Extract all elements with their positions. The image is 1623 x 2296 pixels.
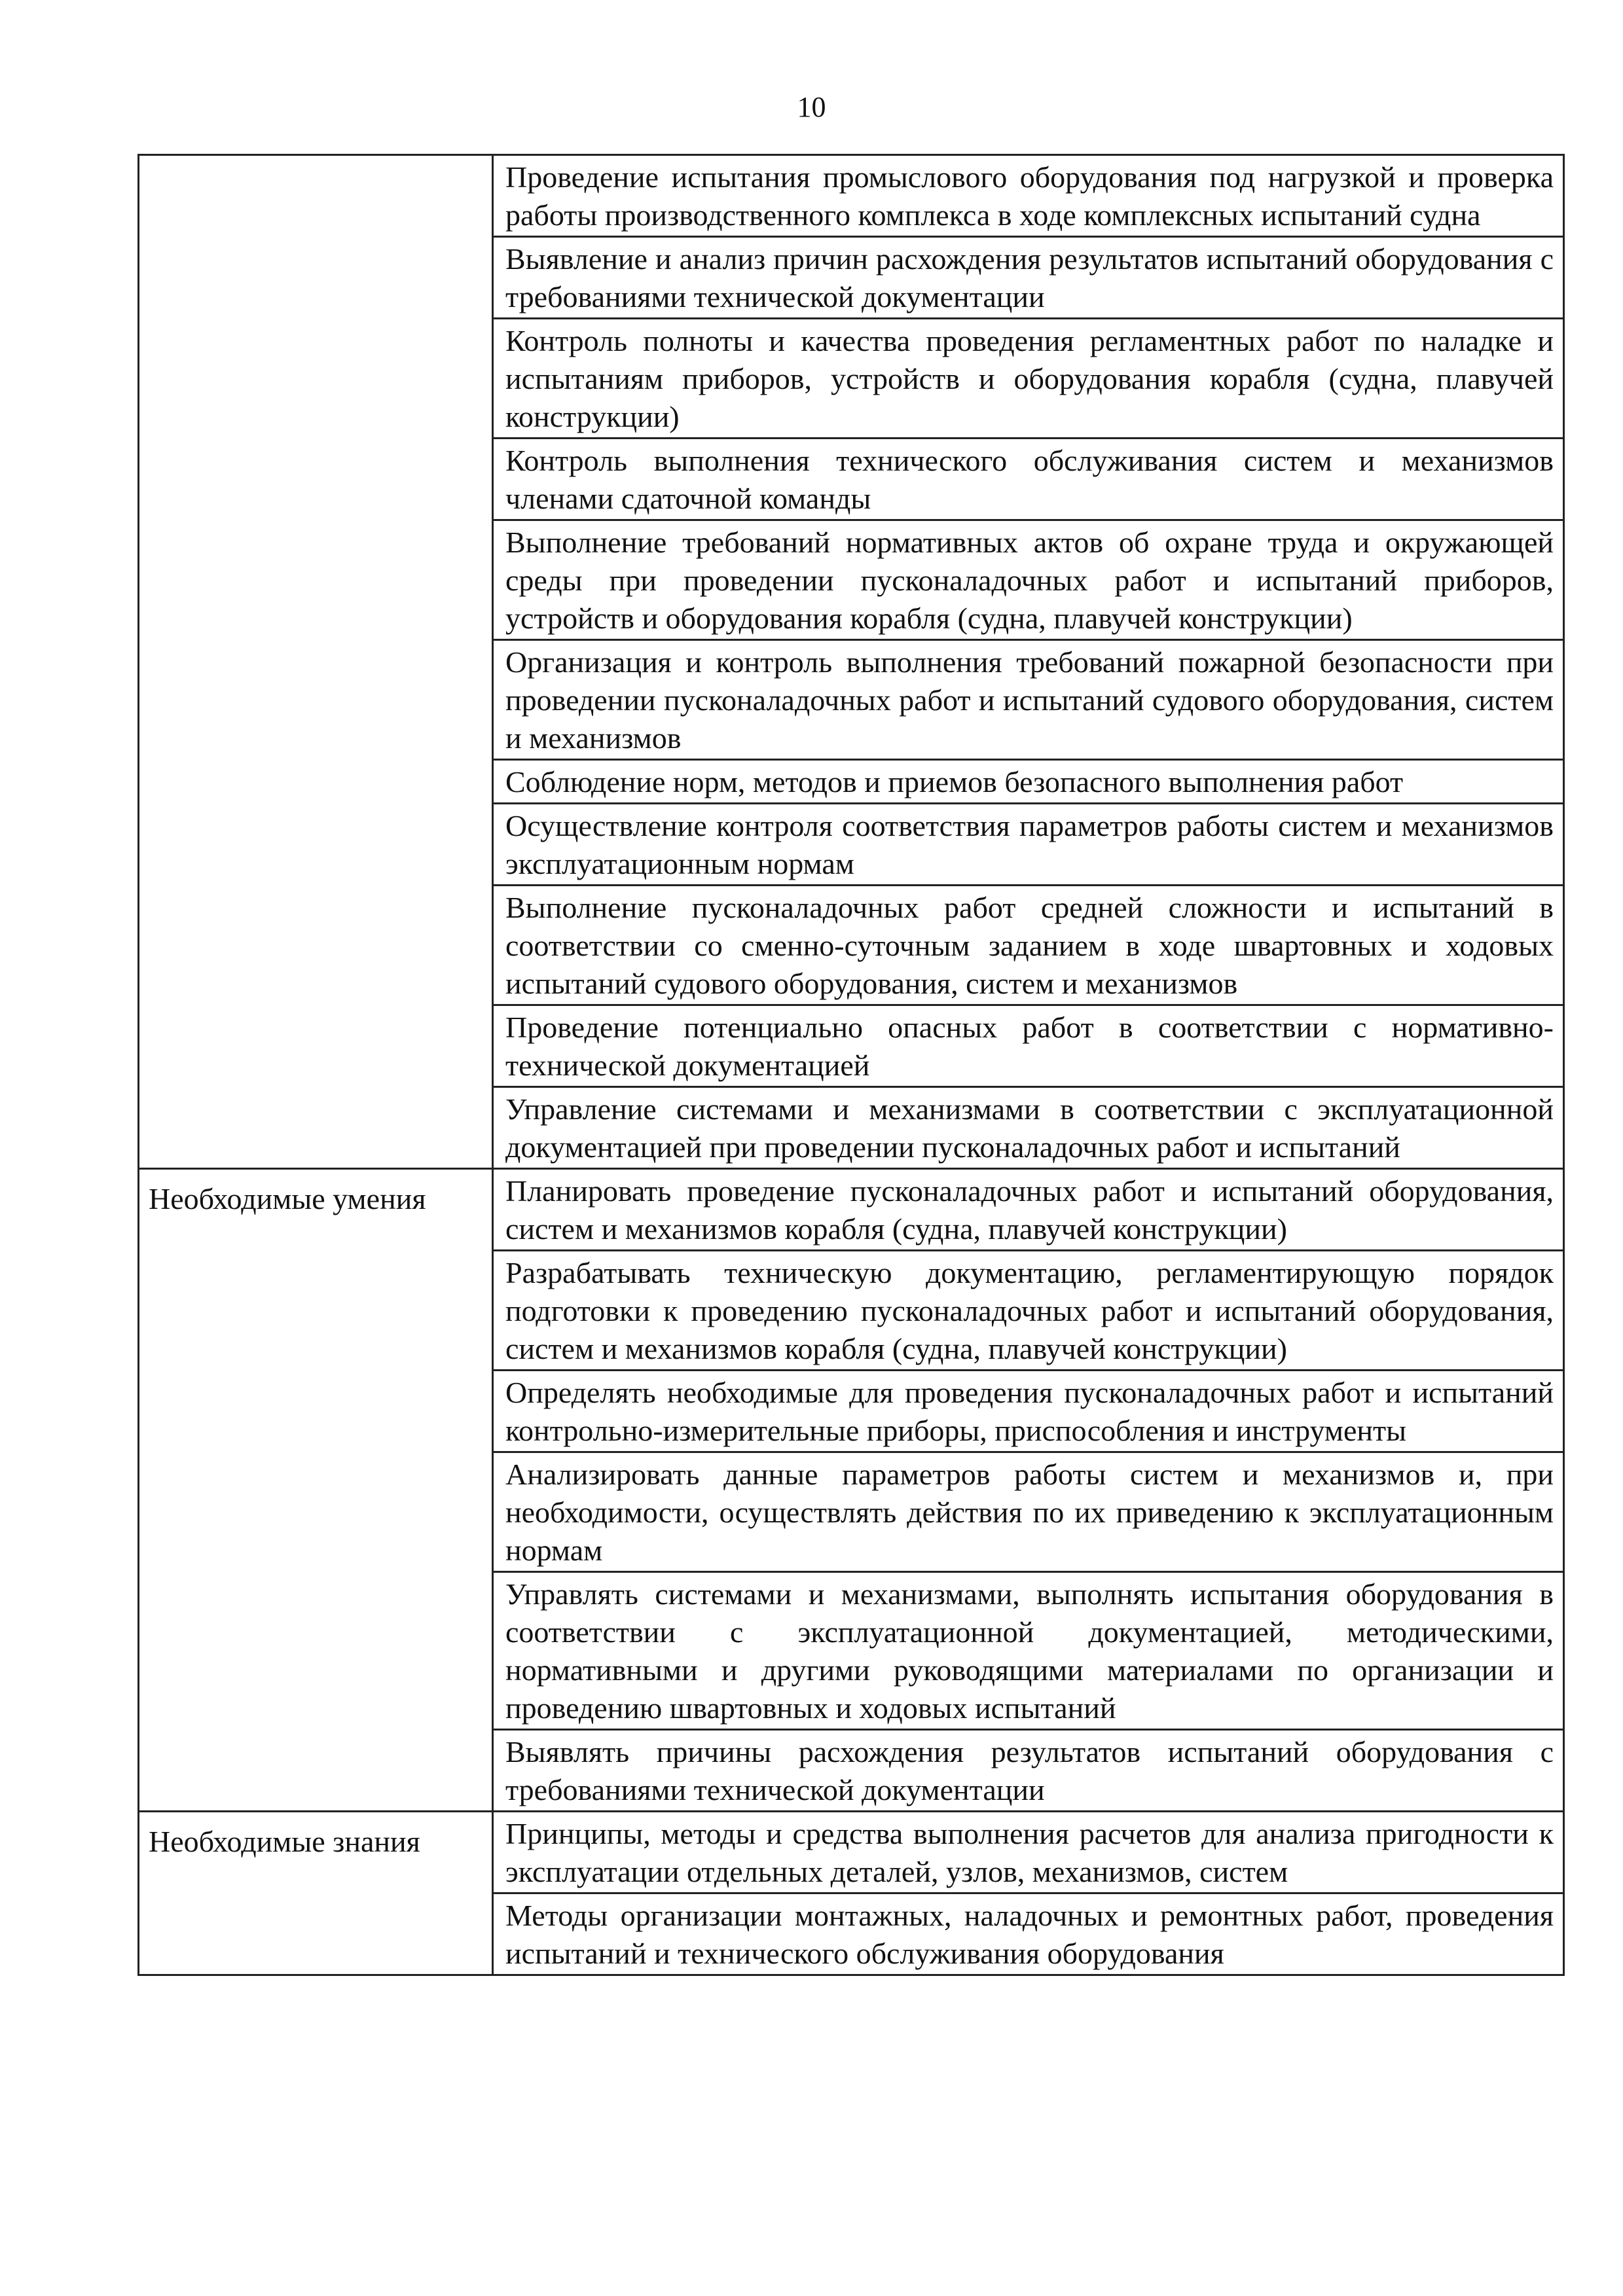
- table-cell-item: Выполнение пусконаладочных работ средней сложности и испытаний в соответствии со сменно-суточным заданием в ходе швартовных и ходовых испытаний судового оборудования, систем и механизмов: [493, 886, 1564, 1005]
- qualification-table: [137, 154, 1565, 1976]
- table-cell-item: Методы организации монтажных, наладочных и ремонтных работ, проведения испытаний и технического обслуживания оборудования: [493, 1893, 1564, 1975]
- table-cell-item: Управление системами и механизмами в соответствии с эксплуатационной документацией при проведении пусконаладочных работ и испытаний: [493, 1087, 1564, 1169]
- table-row: [139, 1169, 1564, 1251]
- table-cell-item: Проведение испытания промыслового оборудования под нагрузкой и проверка работы производственного комплекса в ходе комплексных испытаний судна: [493, 155, 1564, 237]
- section-label: Необходимые знания: [139, 1812, 493, 1975]
- table-cell-item: Выполнение требований нормативных актов об охране труда и окружающей среды при проведении пусконаладочных работ и испытаний приборов, устройств и оборудования корабля (судна, плавучей конструкции): [493, 520, 1564, 640]
- table-cell-item: Контроль выполнения технического обслуживания систем и механизмов членами сдаточной команды: [493, 439, 1564, 520]
- table-cell-item: Организация и контроль выполнения требований пожарной безопасности при проведении пусконаладочных работ и испытаний судового оборудования, систем и механизмов: [493, 640, 1564, 760]
- section-label: Необходимые умения: [139, 1169, 493, 1812]
- table-cell-item: Разрабатывать техническую документацию, регламентирующую порядок подготовки к проведению пусконаладочных работ и испытаний оборудования, систем и механизмов корабля (судна, плавучей конструкции): [493, 1251, 1564, 1371]
- table-cell-item: Выявлять причины расхождения результатов испытаний оборудования с требованиями технической документации: [493, 1730, 1564, 1812]
- table-cell-item: Принципы, методы и средства выполнения расчетов для анализа пригодности к эксплуатации отдельных деталей, узлов, механизмов, систем: [493, 1812, 1564, 1893]
- table-cell-item: Контроль полноты и качества проведения регламентных работ по наладке и испытаниям приборов, устройств и оборудования корабля (судна, плавучей конструкции): [493, 319, 1564, 439]
- table-cell-item: Выявление и анализ причин расхождения результатов испытаний оборудования с требованиями технической документации: [493, 237, 1564, 319]
- table-cell-item: Определять необходимые для проведения пусконаладочных работ и испытаний контрольно-измерительные приборы, приспособления и инструменты: [493, 1371, 1564, 1452]
- table-cell-item: Осуществление контроля соответствия параметров работы систем и механизмов эксплуатационным нормам: [493, 804, 1564, 886]
- table-cell-item: Анализировать данные параметров работы систем и механизмов и, при необходимости, осуществлять действия по их приведению к эксплуатационным нормам: [493, 1452, 1564, 1572]
- table-cell-item: Соблюдение норм, методов и приемов безопасного выполнения работ: [493, 760, 1564, 804]
- table-cell-item: Управлять системами и механизмами, выполнять испытания оборудования в соответствии с эксплуатационной документацией, методическими, нормативными и другими руководящими материалами по организации и проведению швартовных и ходовых испытаний: [493, 1572, 1564, 1730]
- table-cell-item: Планировать проведение пусконаладочных работ и испытаний оборудования, систем и механизмов корабля (судна, плавучей конструкции): [493, 1169, 1564, 1251]
- table-row: [139, 1812, 1564, 1893]
- table-cell-item: Проведение потенциально опасных работ в соответствии с нормативно-технической документацией: [493, 1005, 1564, 1087]
- section-label: [139, 155, 493, 1169]
- table-row: [139, 155, 1564, 237]
- page-number: 10: [797, 91, 826, 123]
